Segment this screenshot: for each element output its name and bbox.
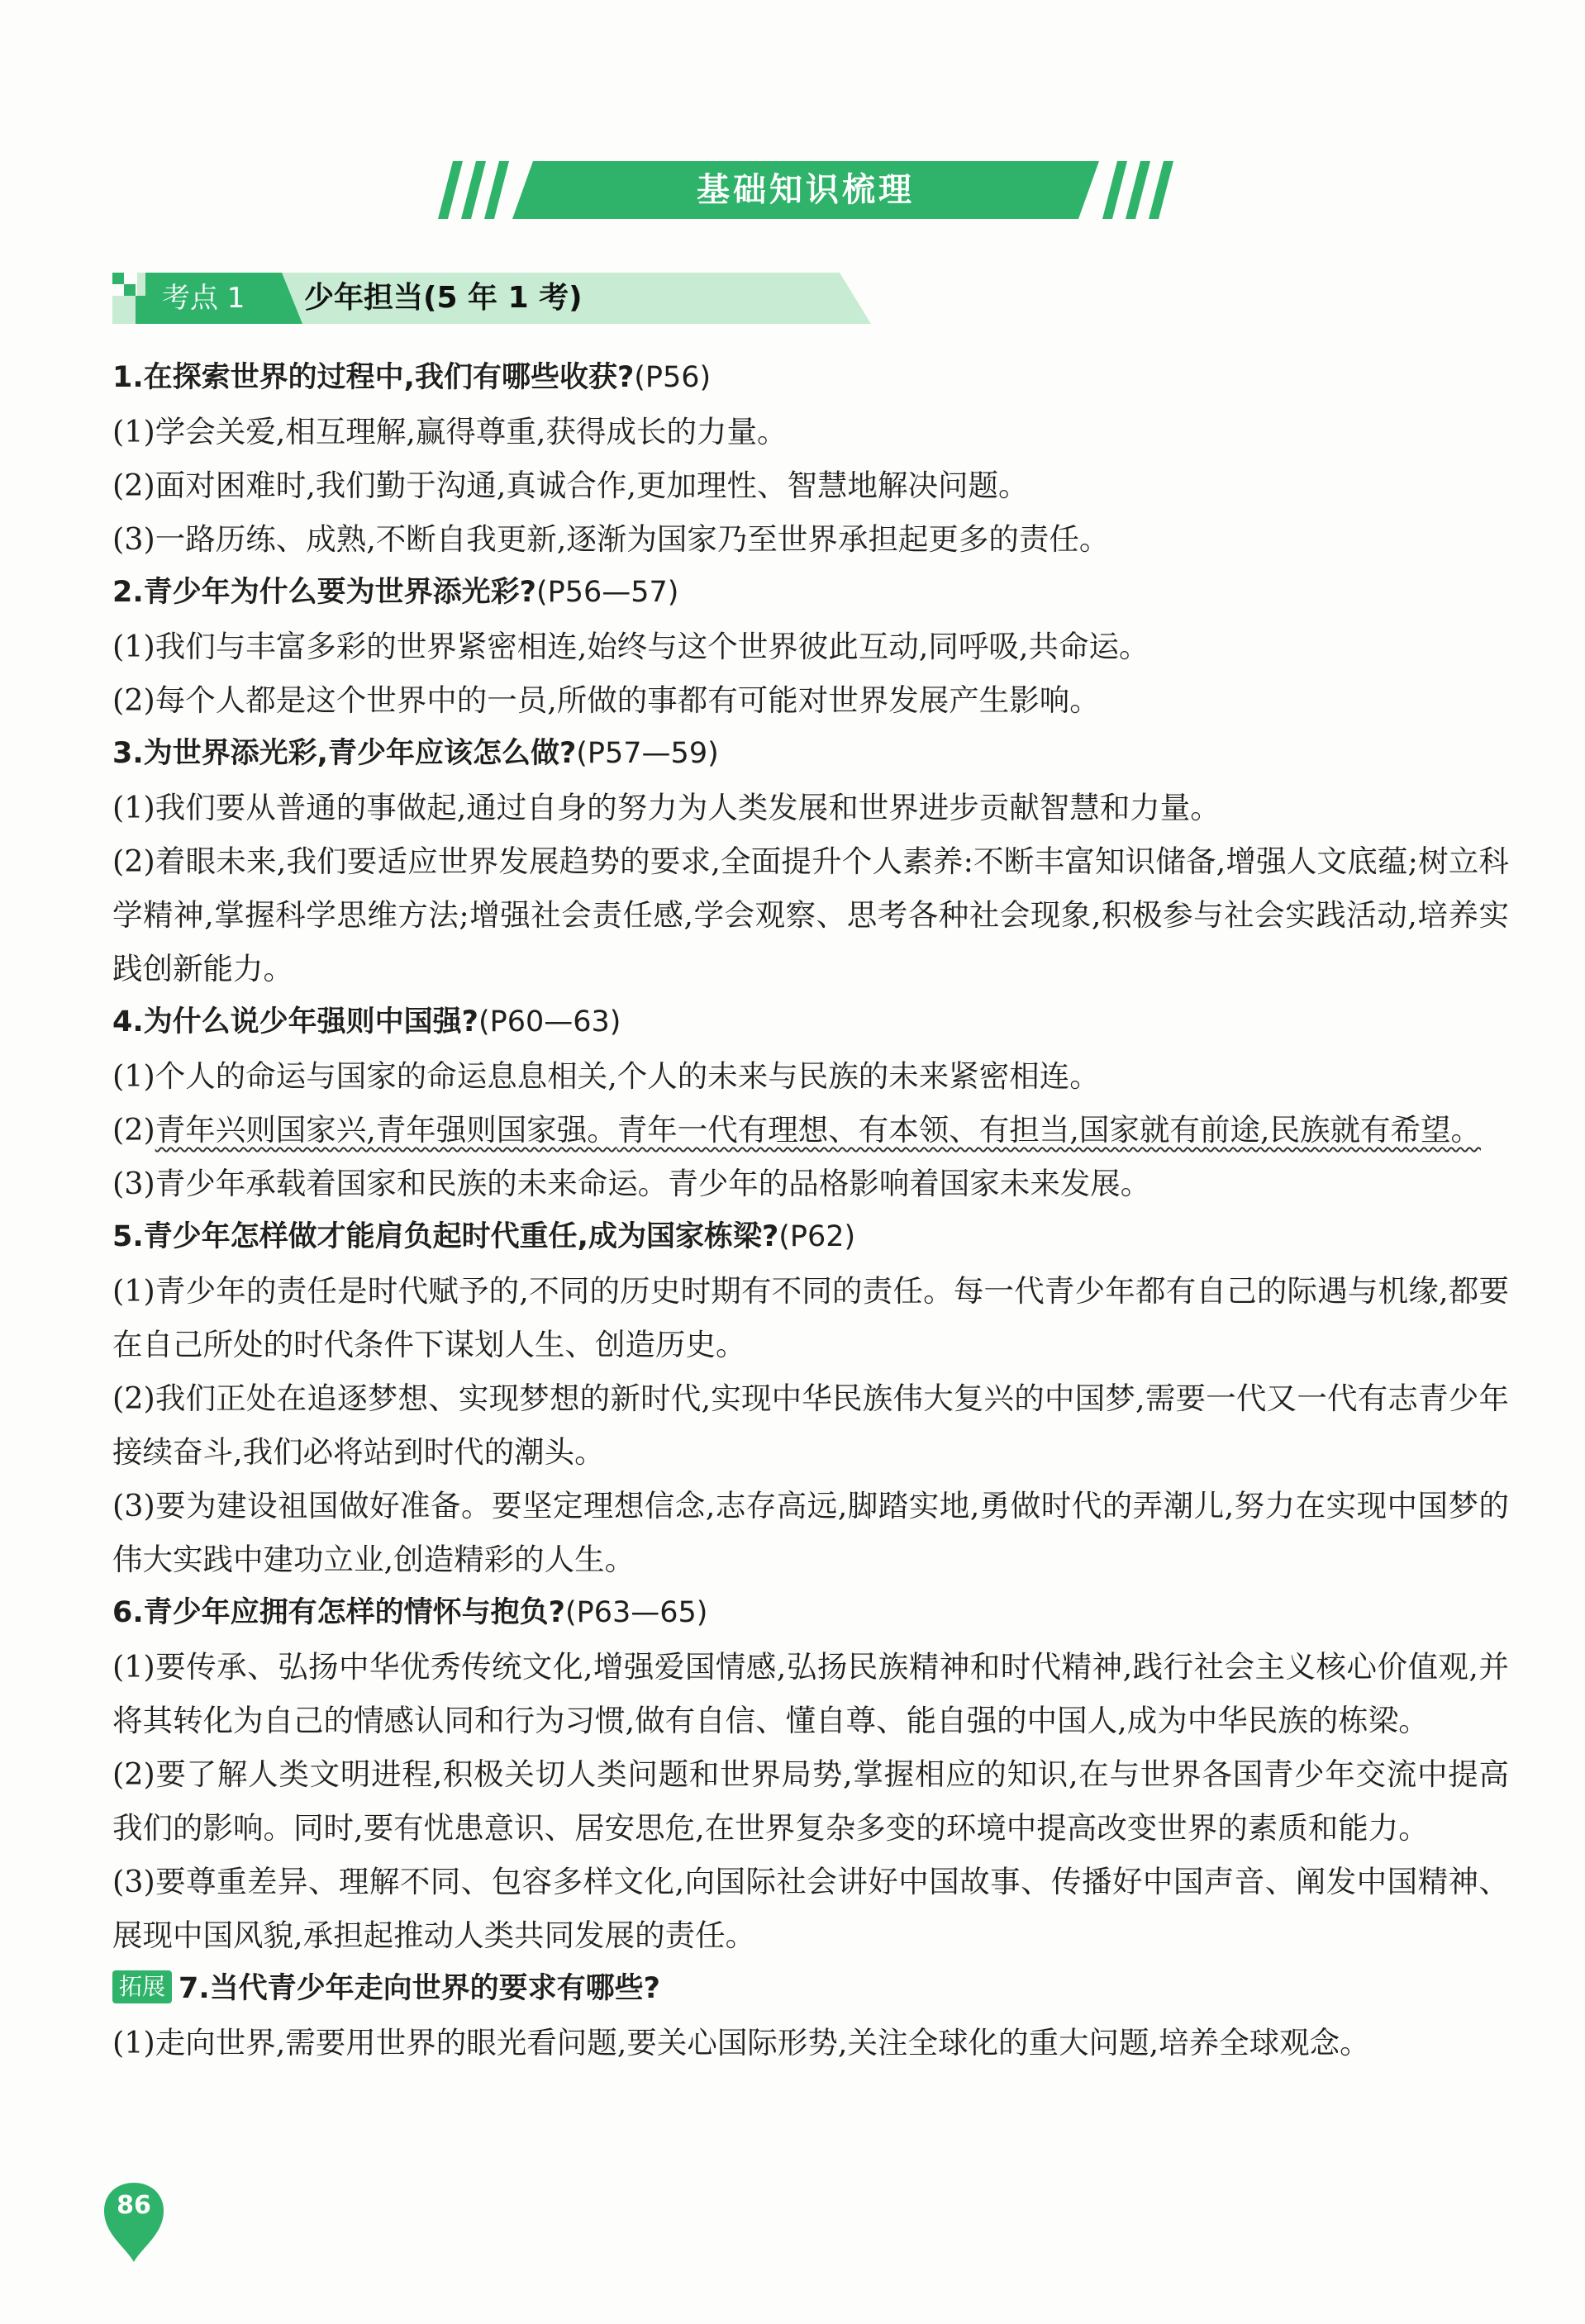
- extension-badge: 拓展: [112, 1970, 172, 2003]
- answer-5-1: (1)青少年的责任是时代赋予的,不同的历史时期有不同的责任。每一代青少年都有自己的际遇与机缘,都要在自己所处的时代条件下谋划人生、创造历史。: [112, 1273, 1510, 1362]
- answer-7-1: (1)走向世界,需要用世界的眼光看问题,要关心国际形势,关注全球化的重大问题,培养全球观念。: [112, 2025, 1370, 2060]
- page-number-text: 86: [117, 2191, 151, 2220]
- question-4: 4.为什么说少年强则中国强?(P60—63): [112, 1005, 621, 1038]
- answer-6-2: (2)要了解人类文明进程,积极关切人类问题和世界局势,掌握相应的知识,在与世界各国青少年交流中提高我们的影响。同时,要有忧患意识、居安思危,在世界复杂多变的环境中提高改变世界的素质和能力。: [112, 1756, 1509, 1846]
- section-title: 少年担当(5 年 1 考): [304, 281, 583, 315]
- answer-5-3: (3)要为建设祖国做好准备。要坚定理想信念,志存高远,脚踏实地,勇做时代的弄潮儿,努力在实现中国梦的伟大实践中建功立业,创造精彩的人生。: [112, 1488, 1509, 1577]
- answer-4-3: (3)青少年承载着国家和民族的未来命运。青少年的品格影响着国家未来发展。: [112, 1166, 1151, 1201]
- question-3: 3.为世界添光彩,青少年应该怎么做?(P57—59): [112, 737, 719, 770]
- answer-5-2: (2)我们正处在追逐梦想、实现梦想的新时代,实现中华民族伟大复兴的中国梦,需要一代又一代有志青少年接续奋斗,我们必将站到时代的潮头。: [112, 1381, 1510, 1470]
- content: [112, 351, 1509, 2070]
- answer-4-2: (2)青年兴则国家兴,青年强则国家强。青年一代有理想、有本领、有担当,国家就有前途,民族就有希望。: [112, 1112, 1482, 1148]
- answer-4-1: (1)个人的命运与国家的命运息息相关,个人的未来与民族的未来紧密相连。: [112, 1058, 1100, 1094]
- answer-1-1: (1)学会关爱,相互理解,赢得尊重,获得成长的力量。: [112, 414, 788, 449]
- page-number: [101, 2181, 167, 2264]
- answer-1-3: (3)一路历练、成熟,不断自我更新,逐渐为国家乃至世界承担起更多的责任。: [112, 521, 1110, 557]
- question-1: 1.在探索世界的过程中,我们有哪些收获?(P56): [112, 361, 712, 394]
- question-2: 2.青少年为什么要为世界添光彩?(P56—57): [112, 576, 679, 609]
- section-header: [112, 273, 881, 324]
- section-tag: 考点 1: [162, 282, 245, 315]
- question-5: 5.青少年怎样做才能肩负起时代重任,成为国家栋梁?(P62): [112, 1220, 856, 1253]
- answer-6-1: (1)要传承、弘扬中华优秀传统文化,增强爱国情感,弘扬民族精神和时代精神,践行社会主义核心价值观,并将其转化为自己的情感认同和行为习惯,做有自信、懂自尊、能自强的中国人,成为中华民族的栋梁。: [112, 1649, 1509, 1738]
- answer-2-1: (1)我们与丰富多彩的世界紧密相连,始终与这个世界彼此互动,同呼吸,共命运。: [112, 629, 1149, 664]
- banner-title: 基础知识梳理: [697, 171, 915, 209]
- answer-3-2: (2)着眼未来,我们要适应世界发展趋势的要求,全面提升个人素养:不断丰富知识储备,增强人文底蕴;树立科学精神,掌握科学思维方法;增强社会责任感,学会观察、思考各种社会现象,积极参与社会实践活动,培养实践创新能力。: [112, 844, 1509, 986]
- answer-2-2: (2)每个人都是这个世界中的一员,所做的事都有可能对世界发展产生影响。: [112, 682, 1100, 718]
- question-7: 拓展 7.当代青少年走向世界的要求有哪些?: [112, 1962, 1509, 2016]
- question-6: 6.青少年应拥有怎样的情怀与抱负?(P63—65): [112, 1596, 708, 1629]
- answer-6-3: (3)要尊重差异、理解不同、包容多样文化,向国际社会讲好中国故事、传播好中国声音、阐发中国精神、展现中国风貌,承担起推动人类共同发展的责任。: [112, 1864, 1509, 1953]
- answer-1-2: (2)面对困难时,我们勤于沟通,真诚合作,更加理性、智慧地解决问题。: [112, 468, 1029, 503]
- answer-3-1: (1)我们要从普通的事做起,通过自身的努力为人类发展和世界进步贡献智慧和力量。: [112, 790, 1221, 825]
- title-banner: [430, 161, 1182, 219]
